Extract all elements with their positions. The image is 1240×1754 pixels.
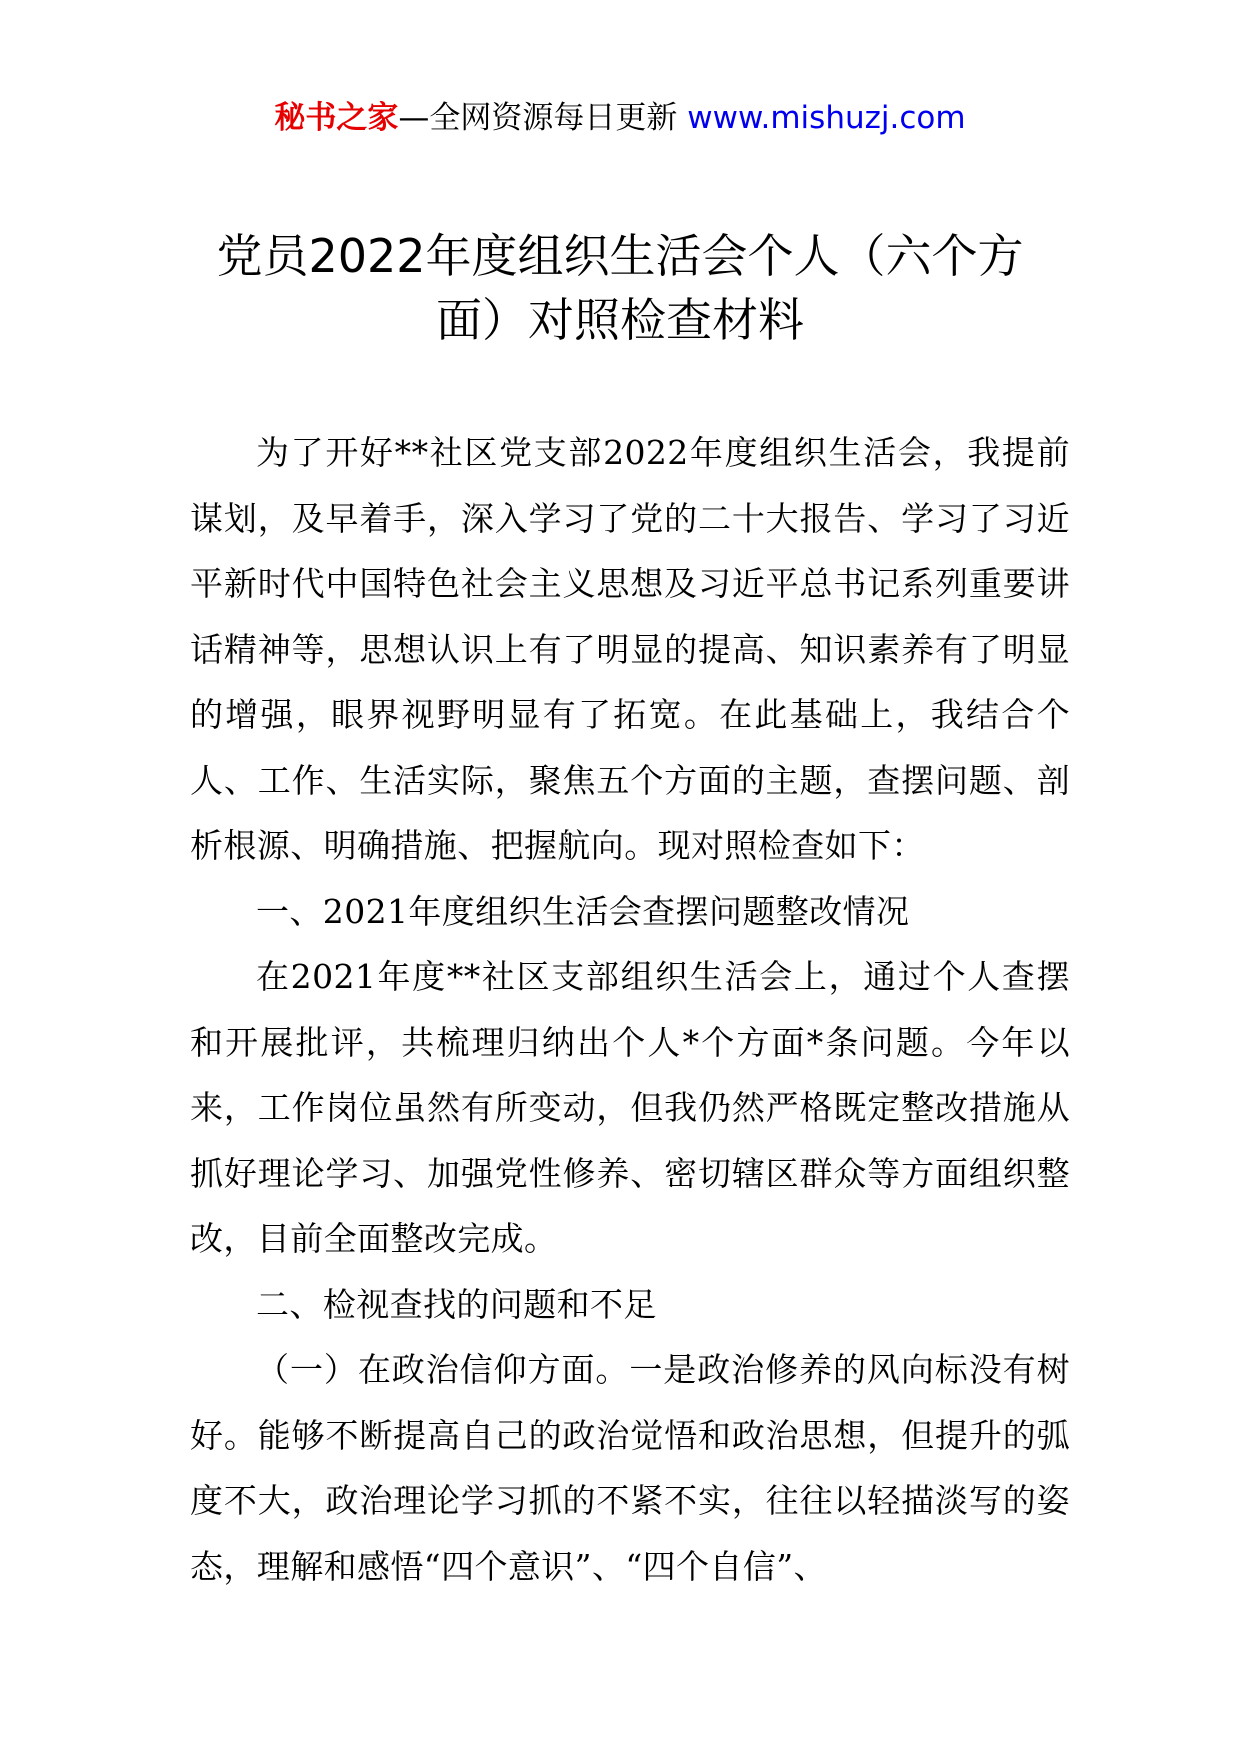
section-2-item-1-paragraph: （一）在政治信仰方面。一是政治修养的风向标没有树好。能够不断提高自己的政治觉悟和政治思想，但提升的弧度不大，政治理论学习抓的不紧不实，往往以轻描淡写的姿态，理解和感悟“四个意识”、“四个自信”、 [190, 1350, 1070, 1586]
site-header [0, 98, 1240, 138]
document-title: 党员2022年度组织生活会个人（六个方面）对照检查材料 [216, 229, 1024, 347]
section-1-paragraph: 在2021年度**社区支部组织生活会上，通过个人查摆和开展批评，共梳理归纳出个人*个方面*条问题。今年以来，工作岗位虽然有所变动，但我仍然严格既定整改措施从抓好理论学习、加强党性修养、密切辖区群众等方面组织整改，目前全面整改完成。 [190, 957, 1070, 1258]
site-tagline: —全网资源每日更新 [398, 100, 678, 136]
site-brand: 秘书之家 [274, 100, 399, 136]
section-2-heading: 二、检视查找的问题和不足 [256, 1284, 657, 1324]
intro-paragraph: 为了开好**社区党支部2022年度组织生活会，我提前谋划，及早着手，深入学习了党的二十大报告、学习了习近平新时代中国特色社会主义思想及习近平总书记系列重要讲话精神等，思想认识上有了明显的提高、知识素养有了明显的增强，眼界视野明显有了拓宽。在此基础上，我结合个人、工作、生活实际，聚焦五个方面的主题，查摆问题、剖析根源、明确措施、把握航向。现对照检查如下： [190, 433, 1070, 865]
section-1-heading: 一、2021年度组织生活会查摆问题整改情况 [256, 891, 910, 931]
document-body [190, 420, 1070, 1599]
site-url-link[interactable]: www.mishuzj.com [687, 100, 966, 136]
